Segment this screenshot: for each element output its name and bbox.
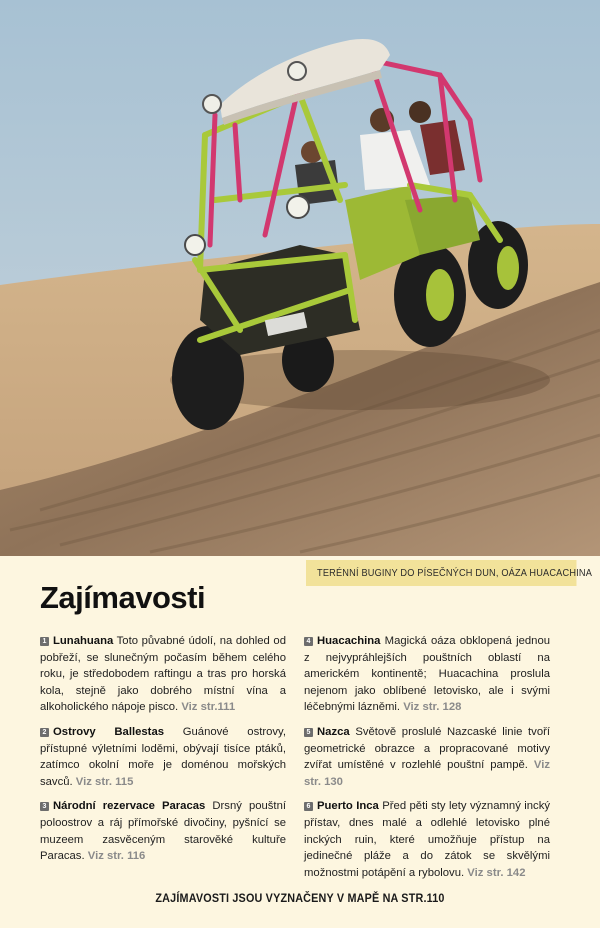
attraction-description: Toto půvabné údolí, na dohled od pobřeží, se slunečným počasím během celého roku, je středobodem raftingu a tras pro horská kola, stejně jako dobrého místní vína a alkoholického nápoje pisco. (40, 635, 286, 714)
photo-caption: TERÉNNÍ BUGINY DO PÍSEČNÝCH DUN, OÁZA HUACACHINA (306, 560, 576, 586)
page-reference: Viz str. 142 (467, 866, 526, 879)
attraction-description: Drsný pouštní poloostrov a ráj přímořské divočiny, pyšnící se muzeem zasvěceným starověké kultuře Paracas. (40, 800, 286, 863)
number-badge: 6 (304, 802, 313, 811)
attraction-name: Puerto Inca (317, 800, 379, 813)
page-reference: Viz str. 130 (304, 759, 551, 788)
attraction-name: Huacachina (317, 635, 381, 647)
attraction-description: Světově proslulé Nazcaské linie tvoří geometrické obrazce a propracované motivy zvířat umístěné v rozlehlé pouštní pampě. (304, 725, 551, 772)
attraction-description: Guánové ostrovy, přístupné výletními loděmi, obývají tisíce ptáků, zatímco okolní moře je doménou mořských savců. (40, 725, 287, 788)
page-reference: Viz str.111 (181, 701, 236, 714)
attraction-name: Ostrovy Ballestas (53, 725, 165, 738)
right-column (304, 633, 550, 889)
number-badge: 5 (304, 728, 313, 737)
attraction-description: Magická oáza obklopená jednou z nejvypráhlejších pouštních oblastí na americkém kontinentě; Huacachina proslula nejenom jako oblíbené letovisko, ale i svými léčebnými lázněmi. (304, 635, 551, 714)
attraction-name: Národní rezervace Paracas (53, 800, 206, 813)
attraction-item (40, 724, 286, 790)
page-reference: Viz str. 128 (403, 701, 462, 714)
page-reference: Viz str. 116 (87, 850, 146, 863)
attraction-name: Nazca (317, 725, 350, 738)
map-reference-footer: ZAJÍMAVOSTI JSOU VYZNAČENY V MAPĚ NA STR.110 (155, 891, 445, 905)
attraction-item (304, 798, 550, 881)
number-badge: 4 (304, 637, 313, 646)
attraction-item (40, 798, 286, 864)
attraction-item (304, 633, 550, 716)
page-reference: Viz str. 115 (75, 775, 134, 788)
number-badge: 2 (40, 728, 49, 737)
attraction-name: Lunahuana (53, 635, 114, 647)
page-title: Zajímavosti (40, 580, 206, 615)
attraction-item (304, 724, 550, 790)
left-column (40, 633, 286, 873)
attraction-description: Před pěti sty lety významný incký přístav, dnes malé a odlehlé letovisko plné inckých ruin, které umožňuje přístup na jedinečné pláže a do zátok se skvělými možnostmi potápění a rybolovu. (304, 800, 550, 879)
attraction-item (40, 633, 286, 716)
number-badge: 1 (40, 637, 49, 646)
number-badge: 3 (40, 802, 49, 811)
